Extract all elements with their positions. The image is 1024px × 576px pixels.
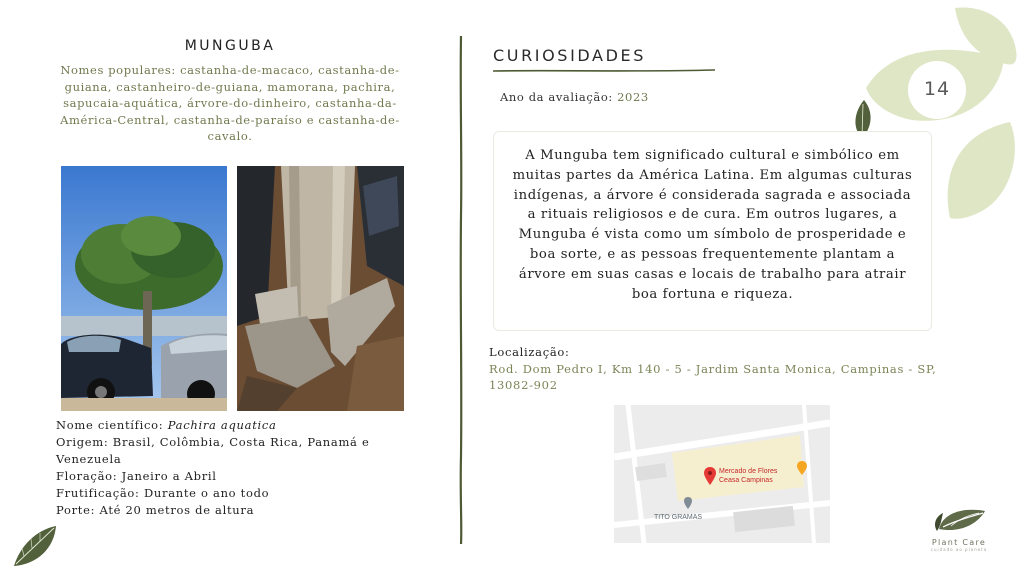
tree-photo: [61, 166, 227, 411]
plant-care-logo-icon: [929, 503, 989, 533]
bottom-leaf-icon: [14, 526, 56, 566]
scientific-name: Nome científico: Pachira aquatica: [56, 418, 277, 432]
map-place-name-2: Ceasa Campinas: [719, 477, 773, 484]
brand-name: Plant Care: [931, 538, 987, 547]
fruiting: Frutificação: Durante o ano todo: [56, 486, 270, 500]
column-divider: [457, 36, 465, 544]
map-poi-label: TITO GRAMAS: [654, 514, 703, 521]
location-map[interactable]: [614, 405, 830, 543]
origin: Origem: Brasil, Colômbia, Costa Rica, Panamá e Venezuela: [56, 435, 370, 466]
brand-tagline: cuidado ao planeta: [930, 547, 988, 552]
trunk-photo: [237, 166, 404, 411]
page-number: 14: [923, 78, 951, 100]
curiosities-title: CURIOSIDADES: [493, 46, 646, 65]
leaf-bottom-icon: [948, 122, 1015, 219]
flowering: Floração: Janeiro a Abril: [56, 469, 217, 483]
map-place-name: Mercado de Flores: [719, 468, 778, 475]
curiosities-text: A Munguba tem significado cultural e simbólico em muitas partes da América Latina. Em algumas culturas indígenas, a árvore é considerada sagrada e associada a rituais religiosos e de cura. Em outros lugares, a Munguba é vista como um símbolo de prosperidade e boa sorte, e as pessoas frequentemente plantam a árvore em suas casas e locais de trabalho para atrair boa fortuna e riqueza.: [493, 131, 932, 331]
plant-facts: [56, 417, 426, 519]
evaluation-year: Ano da avaliação: 2023: [500, 90, 649, 104]
title-underline: [493, 68, 715, 74]
brand-logo: [920, 503, 998, 552]
location-address: Rod. Dom Pedro I, Km 140 - 5 - Jardim Santa Monica, Campinas - SP, 13082-902: [489, 362, 937, 392]
popular-names: Nomes populares: castanha-de-macaco, castanha-de-guiana, castanheiro-de-guiana, mamorana, pachira, sapucaia-aquática, árvore-do-dinheiro, castanha-da-América-Central, castanha-de-paraíso e castanha-de-cavalo.: [60, 63, 400, 143]
size: Porte: Até 20 metros de altura: [56, 503, 255, 517]
plant-title: MUNGUBA: [184, 38, 276, 54]
location-label: Localização:: [489, 345, 570, 359]
